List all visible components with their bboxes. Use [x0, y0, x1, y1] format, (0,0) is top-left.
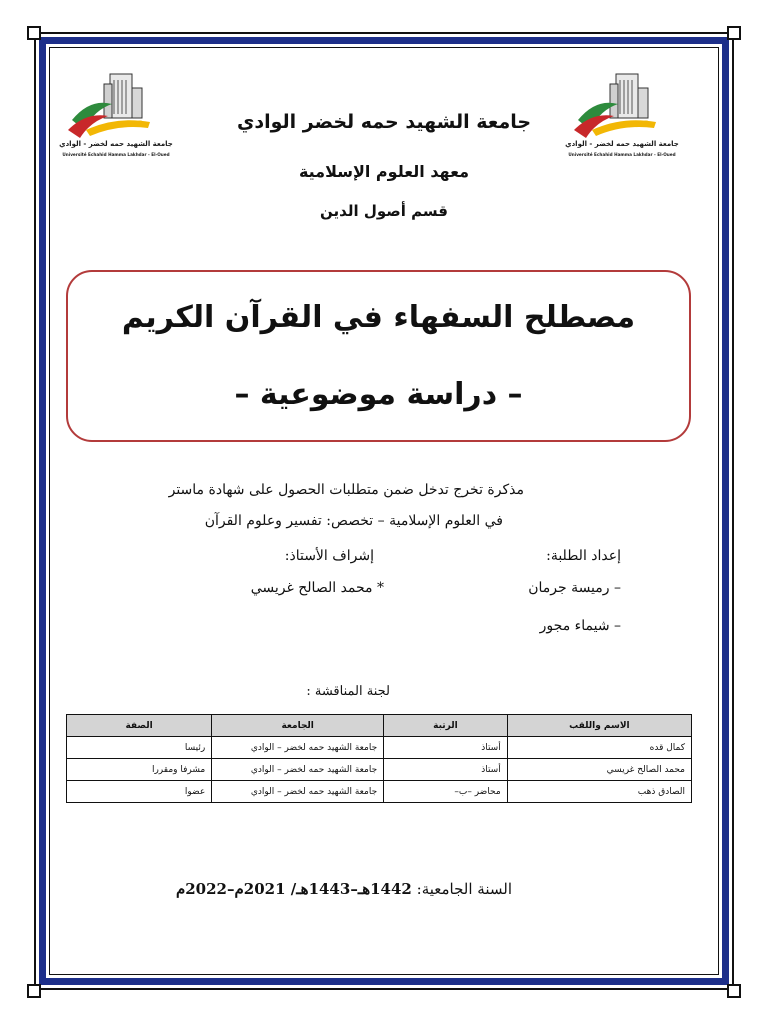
- student-name-1: – رميسة جرمان: [528, 580, 621, 596]
- member-name: محمد الصالح غريسي: [507, 759, 691, 781]
- header-university: الجامعة: [212, 715, 384, 737]
- member-university: جامعة الشهيد حمه لخضر – الوادي: [212, 781, 384, 803]
- member-role: عضوا: [67, 781, 212, 803]
- logo-caption-ar: جامعة الشهيد حمه لخضر - الوادي: [565, 140, 679, 148]
- academic-year-label: السنة الجامعية:: [416, 880, 512, 898]
- table-row: [67, 781, 692, 803]
- memo-description-line1: مذكرة تخرج تدخل ضمن متطلبات الحصول على شهادة ماستر: [168, 482, 524, 498]
- member-name: كمال قده: [507, 737, 691, 759]
- student-name-2: – شيماء مجور: [539, 618, 621, 634]
- member-rank: أستاذ: [384, 759, 508, 781]
- thesis-title: مصطلح السفهاء في القرآن الكريم: [121, 300, 636, 335]
- member-university: جامعة الشهيد حمه لخضر – الوادي: [212, 759, 384, 781]
- institute-name: معهد العلوم الإسلامية: [298, 162, 470, 181]
- thesis-title-box: [66, 270, 691, 442]
- students-label: إعداد الطلبة:: [546, 548, 621, 564]
- memo-description-line2: في العلوم الإسلامية – تخصص: تفسير وعلوم القرآن: [204, 513, 503, 529]
- member-role: مشرفا ومقررا: [67, 759, 212, 781]
- supervisor-label: إشراف الأستاذ:: [284, 548, 374, 564]
- thesis-subtitle: – دراسة موضوعية –: [234, 377, 523, 412]
- member-rank: محاضر –ب–: [384, 781, 508, 803]
- committee-table-header: [67, 715, 692, 737]
- table-row: [67, 759, 692, 781]
- page-border-inner: [49, 47, 719, 975]
- committee-table: [66, 714, 692, 803]
- logo-caption-fr: Université Echahid Hamma Lakhdar - El-Oued: [62, 152, 170, 157]
- header-role: الصفة: [67, 715, 212, 737]
- member-role: رئيسا: [67, 737, 212, 759]
- frame-corner-top-left: [27, 26, 41, 40]
- supervisor-name: * محمد الصالح غريسي: [250, 580, 384, 596]
- header-rank: الرتبة: [384, 715, 508, 737]
- member-university: جامعة الشهيد حمه لخضر – الوادي: [212, 737, 384, 759]
- table-row: [67, 737, 692, 759]
- frame-corner-bottom-left: [27, 984, 41, 998]
- university-name: جامعة الشهيد حمه لخضر الوادي: [236, 111, 532, 133]
- frame-corner-top-right: [727, 26, 741, 40]
- logo-caption-ar: جامعة الشهيد حمه لخضر - الوادي: [59, 140, 173, 148]
- member-name: الصادق ذهب: [507, 781, 691, 803]
- header-name: الاسم واللقب: [507, 715, 691, 737]
- academic-year: [176, 880, 512, 898]
- committee-label: لجنة المناقشة :: [306, 684, 390, 699]
- member-rank: أستاذ: [384, 737, 508, 759]
- department-name: قسم أصول الدين: [320, 202, 448, 220]
- logo-caption-fr: Université Echahid Hamma Lakhdar - El-Oued: [568, 152, 676, 157]
- academic-year-value: 1442هـ–1443هـ/ 2021م–2022م: [175, 880, 412, 898]
- frame-corner-bottom-right: [727, 984, 741, 998]
